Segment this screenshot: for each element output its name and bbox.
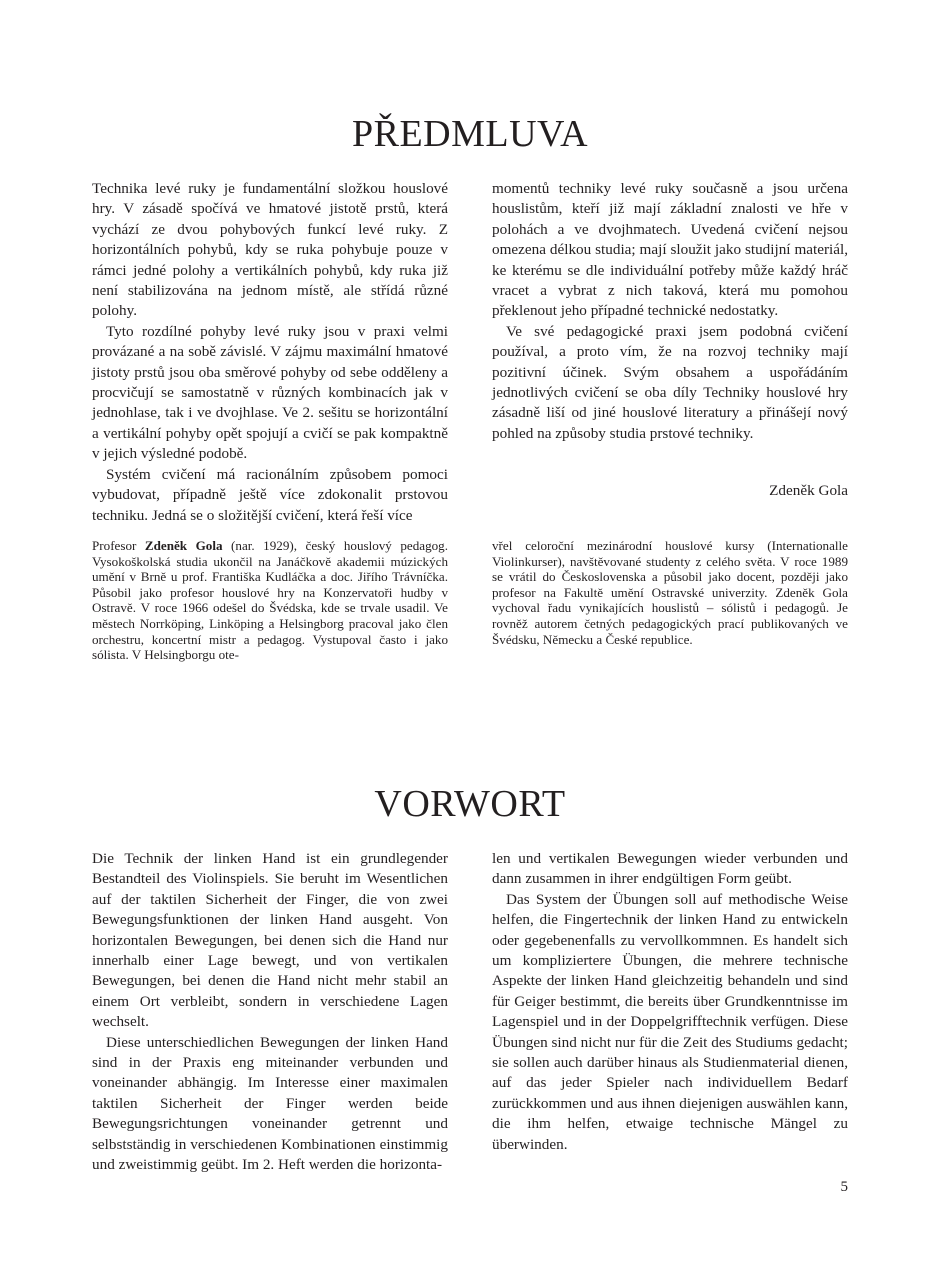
- vorwort-paragraph-4: Das System der Übungen soll auf methodische Weise helfen, die Fingertechnik der linken Hand zu entwickeln oder gegebenenfalls zu vervollkommnen. Es handelt sich um kompliziertere Übungen, die mehrere technische Aspekte der linken Hand gleichzeitig behandeln und sind für Geiger bestimmt, die bereits über Grundkenntnisse im Lagenspiel und in der Doppelgrifftechnik verfügen. Diese Übungen sind nicht nur für die Zeit des Studiums gedacht; sie sollen auch darüber hinaus als Studienmaterial dienen, auf das jeder Spieler nach individuellem Bedarf zurückkommen und aus ihnen diejenigen auswählen kann, die ihm helfen, etwaige technische Mängel zu überwinden.: [492, 890, 848, 1153]
- author-signature: Zdeněk Gola: [769, 482, 848, 499]
- bio-paragraph-2: vřel celoroční mezinárodní houslové kursy (Internationalle Violinkurser), navštěvované studenty z celého světa. V roce 1989 se vrátil do Československa a působil jako docent, později jako profesor na Fakultě umění Ostravské univerzity. Zdeněk Gola vychoval řadu vynikajících houslistů – sólistů i pedagogů. Je rovněž autorem četných pedagogických prací publikovaných ve Švédsku, Německu a České republice.: [492, 538, 848, 647]
- title-predmluva: PŘEDMLUVA: [351, 113, 589, 155]
- predmluva-paragraph-3: Systém cvičení má racionálním způsobem pomoci vybudovat, případně ještě více zdokonalit prstovou techniku. Jedná se o složitější cvičení, která řeší více: [92, 465, 448, 524]
- bio-text: (nar. 1929), český houslový pedagog. Vysokoškolská studia ukončil na Janáčkově akademii múzických umění v Brně u prof. Františka Kudláčka a doc. Jiřího Trávníčka. Působil jako profesor houslové hry na Konzervatoři hudby v Ostravě. V roce 1966 odešel do Švédska, kde se trvale usadil. Ve městech Norrköping, Linköping a Helsingborg pracoval jako člen orchestru, koncertní mistr a pedagog. Vystupoval často i jako sólista. V Helsingborgu ote-: [92, 538, 449, 663]
- vorwort-paragraph-2: Diese unterschiedlichen Bewegungen der linken Hand sind in der Praxis eng miteinander verbunden und voneinander abhängig. Im Interesse einer maximalen taktilen Sicherheit der Finger werden beide Bewegungsrichtungen voneinander getrennt und selbstständig in verschiedenen Kombinationen einstimmig und zweistimmig geübt. Im 2. Heft werden die horizonta-: [92, 1033, 448, 1174]
- predmluva-paragraph-5: Ve své pedagogické praxi jsem podobná cvičení používal, a proto vím, že na rozvoj techniky mají pozitivní účinek. Svým obsahem a uspořádáním jednotlivých cvičení se oba díly Techniky houslové hry zásadně liší od jiné houslové literatury a přinášejí nový pohled na způsoby studia prstové techniky.: [492, 322, 848, 442]
- bio-column-left: [92, 538, 448, 663]
- vorwort-paragraph-1: Die Technik der linken Hand ist ein grundlegender Bestandteil des Violinspiels. Sie beruht im Wesentlichen auf der taktilen Sicherheit der Finger, die von zwei Bewegungsfunktionen der linken Hand ausgeht. Von horizontalen Bewegungen, bei denen sich die Hand nur innerhalb einer Lage bewegt, und von vertikalen Bewegungen, bei denen die Hand nicht mehr stabil an einem Ort verbleibt, sondern in verschiedene Lagen wechselt.: [92, 850, 448, 1031]
- vorwort-paragraph-3: len und vertikalen Bewegungen wieder verbunden und dann zusammen in ihrer endgültigen Form geübt.: [492, 850, 848, 888]
- vorwort-column-left: [92, 849, 448, 1176]
- vorwort-column-right: [492, 849, 848, 1155]
- bio-column-right: [492, 538, 848, 647]
- bio-lead: Profesor: [92, 538, 145, 553]
- predmluva-column-right: [492, 179, 848, 444]
- title-vorwort: VORWORT: [374, 783, 566, 825]
- page-number: 5: [840, 1179, 848, 1195]
- bio-author-name: Zdeněk Gola: [144, 538, 223, 553]
- predmluva-column-left: [92, 179, 448, 526]
- predmluva-paragraph-1: Technika levé ruky je fundamentální složkou houslové hry. V zásadě spočívá ve hmatové jistotě prstů, která vychází ze dvou pohybových funkcí levé ruky. Z horizontálních pohybů, kdy se ruka pohybuje pouze v rámci jedné polohy a vertikálních pohybů, kdy ruka již není stabilizována na jednom místě, ale střídá různé polohy.: [92, 180, 448, 320]
- predmluva-paragraph-2: Tyto rozdílné pohyby levé ruky jsou v praxi velmi provázané a na sobě závislé. V zájmu maximální hmatové jistoty prstů jsou oba směrové pohyby od sebe odděleny a procvičují se samostatně v různých kombinacích jak v jednohlase, tak i ve dvojhlase. Ve 2. sešitu se horizontální a vertikální pohyby opět spojují a cvičí se pak kompaktně v jejich výsledné podobě.: [92, 322, 448, 463]
- bio-paragraph-1: [92, 538, 448, 663]
- predmluva-paragraph-4: momentů techniky levé ruky současně a jsou určena houslistům, kteří již mají základní znalosti ve hře v polohách a ve dvojhmatech. Uvedená cvičení nejsou omezena délkou studia; mají sloužit jako studijní materiál, ke kterému se dle individuální potřeby může každý hráč vracet a vybrat z nich taková, která mu pomohou překlenout jeho případné technické nedostatky.: [492, 180, 848, 320]
